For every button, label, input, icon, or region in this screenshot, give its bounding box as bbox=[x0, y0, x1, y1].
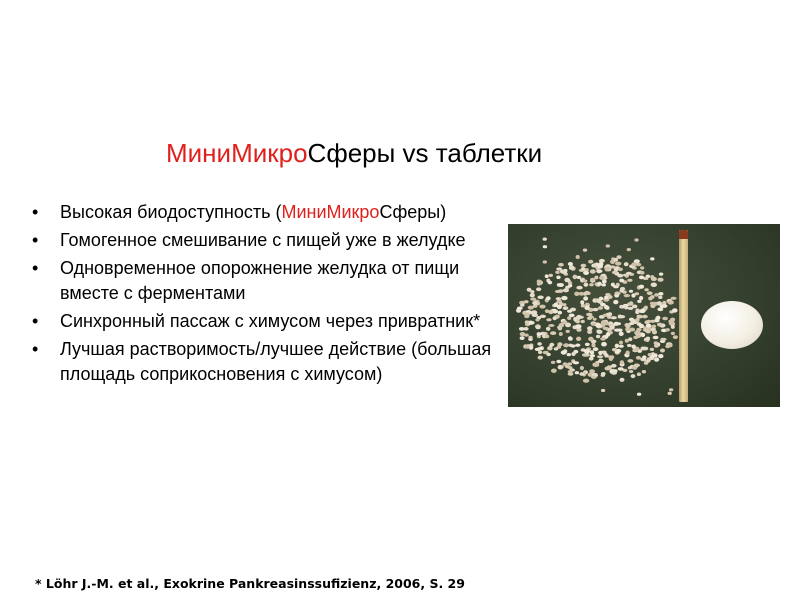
granule bbox=[576, 255, 580, 259]
granule bbox=[545, 335, 549, 339]
granule bbox=[574, 292, 579, 296]
granule bbox=[579, 372, 584, 376]
granule bbox=[625, 325, 631, 328]
granule bbox=[619, 341, 623, 345]
granule bbox=[660, 349, 665, 353]
granule bbox=[627, 248, 631, 251]
granule bbox=[601, 351, 607, 354]
granule bbox=[650, 302, 654, 305]
granule bbox=[575, 371, 579, 374]
bullet-text: Лучшая растворимость/лучшее действие (большая площадь соприкосновения с химусом) bbox=[60, 339, 492, 384]
granule bbox=[669, 322, 675, 326]
granule bbox=[530, 293, 535, 297]
granule bbox=[532, 301, 537, 305]
granule bbox=[639, 296, 643, 300]
granule bbox=[637, 300, 641, 303]
granule bbox=[591, 376, 597, 379]
granule bbox=[672, 308, 678, 312]
bullet-text-red: МиниМикро bbox=[281, 202, 380, 222]
granule bbox=[581, 320, 585, 323]
granule bbox=[567, 316, 571, 320]
granule bbox=[633, 336, 638, 339]
granule bbox=[581, 264, 587, 268]
granule bbox=[604, 354, 608, 358]
granule bbox=[568, 284, 572, 288]
granule bbox=[565, 323, 571, 327]
granule bbox=[591, 323, 596, 326]
granule bbox=[558, 283, 564, 287]
granule bbox=[611, 283, 615, 287]
granule bbox=[570, 344, 576, 347]
granule bbox=[654, 357, 659, 361]
granule bbox=[671, 325, 675, 329]
granule bbox=[611, 371, 617, 375]
granule bbox=[563, 270, 567, 274]
granule bbox=[602, 279, 607, 283]
granule bbox=[629, 290, 633, 293]
granule bbox=[644, 306, 648, 310]
granule bbox=[563, 306, 569, 310]
granule bbox=[615, 350, 619, 353]
granule bbox=[650, 295, 654, 299]
bullet-text: Синхронный пассаж с химусом через привратник* bbox=[60, 311, 481, 331]
granule bbox=[557, 305, 562, 310]
granule bbox=[616, 283, 620, 287]
granule bbox=[576, 337, 581, 341]
granule bbox=[631, 374, 636, 378]
granule bbox=[596, 335, 600, 339]
granule bbox=[601, 284, 606, 287]
granule bbox=[571, 352, 575, 356]
granule bbox=[551, 369, 556, 373]
granule bbox=[539, 305, 545, 309]
granule bbox=[653, 336, 659, 339]
granule bbox=[652, 325, 656, 328]
granule bbox=[556, 360, 561, 363]
granule bbox=[618, 367, 624, 371]
granule bbox=[584, 291, 590, 295]
granule bbox=[580, 300, 584, 304]
granule bbox=[536, 326, 541, 329]
granule bbox=[615, 262, 621, 266]
granule bbox=[549, 274, 553, 277]
granule bbox=[546, 327, 551, 331]
granule bbox=[619, 289, 624, 292]
title-rest: Сферы vs таблетки bbox=[307, 138, 543, 168]
granule bbox=[592, 308, 598, 311]
granule bbox=[629, 328, 635, 332]
granule bbox=[554, 347, 558, 350]
granule bbox=[568, 370, 573, 374]
granule bbox=[619, 345, 624, 348]
granule bbox=[525, 346, 529, 349]
granule bbox=[546, 296, 551, 300]
granule bbox=[658, 354, 663, 358]
granule bbox=[563, 362, 568, 366]
granule bbox=[604, 305, 608, 309]
granule bbox=[597, 330, 603, 334]
granule bbox=[667, 343, 672, 347]
bullet-dot: • bbox=[32, 339, 39, 359]
granule bbox=[538, 351, 542, 354]
granule bbox=[551, 361, 555, 364]
granule bbox=[519, 327, 525, 331]
granule bbox=[558, 289, 564, 292]
minimicrospheres-photo bbox=[508, 224, 780, 407]
granule bbox=[543, 245, 547, 248]
granule bbox=[535, 318, 539, 321]
granule bbox=[662, 304, 668, 308]
granule bbox=[643, 329, 649, 332]
granule bbox=[619, 332, 624, 336]
granule bbox=[636, 356, 641, 360]
granule bbox=[525, 320, 530, 323]
granule bbox=[583, 296, 588, 300]
granule bbox=[642, 370, 646, 373]
granule bbox=[528, 336, 532, 339]
granule bbox=[585, 343, 590, 346]
granule bbox=[660, 338, 666, 341]
granule bbox=[637, 393, 641, 396]
granule bbox=[567, 353, 571, 356]
granule bbox=[537, 342, 542, 346]
granule bbox=[556, 276, 560, 280]
granule bbox=[537, 282, 541, 286]
granule bbox=[557, 342, 562, 346]
granule bbox=[584, 349, 590, 353]
granule bbox=[579, 292, 585, 296]
granule bbox=[618, 268, 623, 272]
granule bbox=[557, 326, 562, 330]
granule bbox=[603, 314, 607, 317]
granule bbox=[567, 362, 572, 365]
granule bbox=[517, 307, 523, 310]
granule bbox=[537, 296, 543, 300]
granule bbox=[575, 324, 581, 328]
granule bbox=[598, 359, 604, 363]
granule bbox=[614, 268, 619, 272]
granule bbox=[590, 278, 595, 282]
granule bbox=[651, 277, 657, 281]
granule bbox=[528, 306, 534, 310]
granule bbox=[615, 344, 619, 348]
bullet-list bbox=[32, 200, 502, 390]
granule bbox=[614, 322, 619, 326]
granule bbox=[610, 326, 614, 330]
bullet-item bbox=[32, 256, 502, 306]
granule bbox=[548, 324, 554, 327]
granule bbox=[561, 296, 567, 300]
granule bbox=[619, 279, 624, 283]
granule bbox=[635, 331, 641, 335]
granule bbox=[555, 315, 559, 318]
granule bbox=[620, 378, 625, 382]
granule bbox=[548, 310, 553, 314]
granule bbox=[587, 326, 593, 330]
granule bbox=[639, 276, 644, 280]
match-stick bbox=[679, 230, 688, 402]
granule bbox=[659, 273, 663, 276]
granule bbox=[543, 260, 547, 263]
granule bbox=[540, 315, 546, 318]
granule bbox=[546, 318, 551, 321]
granule bbox=[597, 282, 602, 286]
granule bbox=[601, 389, 605, 392]
granule bbox=[558, 365, 564, 370]
granule bbox=[597, 264, 602, 268]
granule bbox=[535, 348, 540, 351]
granule bbox=[651, 283, 657, 288]
granule bbox=[613, 300, 618, 304]
granule bbox=[648, 353, 652, 356]
granule bbox=[524, 313, 530, 317]
granule bbox=[662, 317, 668, 321]
granule bbox=[573, 361, 579, 364]
granule bbox=[647, 291, 653, 295]
granule bbox=[585, 303, 589, 306]
granule bbox=[611, 316, 617, 319]
granule bbox=[530, 298, 536, 301]
granule bbox=[550, 331, 556, 335]
granule bbox=[606, 244, 610, 247]
granule bbox=[593, 347, 599, 351]
granule bbox=[559, 332, 563, 336]
granule bbox=[604, 296, 608, 299]
granule bbox=[520, 332, 526, 336]
granule bbox=[587, 317, 592, 320]
bullet-text: Гомогенное смешивание с пищей уже в желудке bbox=[60, 230, 466, 250]
granule bbox=[627, 279, 632, 282]
granule bbox=[538, 356, 543, 360]
granule bbox=[586, 313, 592, 316]
granule bbox=[520, 336, 525, 340]
granule bbox=[600, 337, 606, 340]
title-red-part: МиниМикро bbox=[166, 138, 308, 168]
granule bbox=[573, 317, 577, 321]
granule bbox=[520, 304, 524, 307]
granule bbox=[566, 330, 570, 333]
granule bbox=[575, 344, 580, 347]
granule bbox=[626, 351, 630, 355]
bullet-dot: • bbox=[32, 258, 39, 278]
granule bbox=[582, 353, 588, 356]
granule bbox=[561, 350, 567, 354]
granule bbox=[668, 300, 674, 304]
granule bbox=[650, 348, 654, 351]
bullet-dot: • bbox=[32, 230, 39, 250]
granule bbox=[637, 372, 641, 376]
granule bbox=[640, 309, 646, 313]
granule bbox=[536, 287, 541, 291]
granule bbox=[594, 276, 598, 280]
granule bbox=[669, 388, 673, 391]
granule bbox=[640, 347, 645, 351]
granule bbox=[589, 357, 594, 361]
granule bbox=[640, 266, 644, 269]
granule bbox=[632, 345, 636, 349]
granule bbox=[570, 308, 576, 312]
granule bbox=[589, 369, 595, 373]
granule bbox=[624, 306, 628, 310]
footnote: * Löhr J.-M. et al., Exokrine Pankreasinssufizienz, 2006, S. 29 bbox=[35, 576, 465, 591]
granule bbox=[653, 353, 657, 357]
granule bbox=[635, 318, 639, 322]
granule bbox=[639, 285, 644, 289]
bullet-text: Одновременное опорожнение желудка от пищи вместе с ферментами bbox=[60, 258, 460, 303]
granule bbox=[657, 278, 663, 282]
granule bbox=[537, 332, 541, 336]
granule bbox=[556, 297, 562, 300]
granule bbox=[624, 294, 630, 297]
bullet-text-after: Сферы) bbox=[379, 202, 447, 222]
bullet-dot: • bbox=[32, 311, 39, 331]
granule bbox=[580, 366, 584, 370]
granule bbox=[546, 353, 550, 356]
granule bbox=[530, 290, 534, 293]
granule bbox=[590, 269, 596, 273]
granule bbox=[627, 359, 633, 363]
granule bbox=[641, 333, 646, 337]
granule bbox=[563, 288, 569, 292]
granule bbox=[576, 286, 582, 290]
granule bbox=[671, 297, 677, 300]
granule bbox=[601, 374, 605, 377]
bullet-dot: • bbox=[32, 202, 39, 222]
granule bbox=[646, 359, 650, 362]
granule bbox=[665, 328, 670, 331]
granule bbox=[607, 316, 611, 319]
granule bbox=[652, 330, 657, 335]
bullet-item bbox=[32, 228, 502, 253]
granule bbox=[668, 392, 672, 395]
granule bbox=[640, 271, 644, 275]
granule bbox=[605, 267, 611, 271]
granule bbox=[632, 305, 637, 309]
granule bbox=[589, 283, 593, 286]
granule bbox=[673, 335, 678, 339]
granule bbox=[634, 238, 638, 241]
granule bbox=[590, 350, 594, 354]
granule bbox=[545, 274, 549, 278]
granule bbox=[558, 263, 564, 267]
granule bbox=[658, 292, 663, 296]
granule bbox=[611, 364, 617, 368]
granule bbox=[635, 310, 639, 314]
granule bbox=[583, 249, 587, 252]
granule bbox=[591, 343, 595, 347]
granule bbox=[614, 258, 618, 262]
granule bbox=[670, 319, 674, 322]
granule bbox=[601, 342, 607, 347]
granule bbox=[597, 299, 601, 303]
bullet-text-before: Высокая биодоступность ( bbox=[60, 202, 282, 222]
granule bbox=[599, 276, 604, 280]
granule bbox=[634, 364, 640, 368]
granule bbox=[540, 346, 544, 350]
granule bbox=[588, 260, 593, 264]
granule bbox=[598, 306, 603, 310]
granule bbox=[632, 262, 638, 266]
granule bbox=[592, 363, 597, 367]
granule bbox=[603, 327, 609, 330]
granule bbox=[584, 283, 589, 287]
granule bbox=[604, 322, 610, 325]
granule bbox=[620, 360, 624, 364]
granule bbox=[671, 332, 675, 335]
granule bbox=[558, 311, 562, 315]
match-head bbox=[679, 230, 688, 239]
granule bbox=[609, 357, 613, 361]
granule bbox=[626, 272, 632, 275]
granule bbox=[583, 280, 587, 283]
granule bbox=[624, 262, 629, 266]
granule bbox=[646, 337, 650, 340]
granule bbox=[563, 343, 569, 347]
bullet-item bbox=[32, 200, 502, 225]
granule bbox=[657, 307, 663, 311]
granule bbox=[555, 271, 560, 274]
egg bbox=[701, 301, 763, 349]
granule bbox=[654, 344, 659, 348]
granule bbox=[650, 257, 654, 260]
granule bbox=[584, 305, 589, 310]
granule bbox=[629, 301, 633, 305]
granule bbox=[658, 296, 662, 299]
granule bbox=[644, 277, 648, 280]
granule bbox=[547, 346, 553, 350]
granule bbox=[548, 281, 553, 285]
bullet-item bbox=[32, 337, 502, 387]
granule bbox=[618, 315, 622, 319]
granule bbox=[583, 271, 589, 275]
granule bbox=[617, 274, 623, 278]
granule bbox=[628, 366, 632, 369]
granule bbox=[642, 355, 647, 359]
granule bbox=[583, 379, 589, 383]
granule bbox=[614, 329, 620, 332]
granule bbox=[625, 339, 629, 343]
granule bbox=[569, 265, 574, 269]
granule bbox=[577, 276, 581, 279]
granule bbox=[656, 316, 660, 320]
granule bbox=[567, 279, 571, 282]
granule bbox=[606, 332, 611, 336]
bullet-item bbox=[32, 309, 502, 334]
granule bbox=[568, 336, 572, 340]
granule bbox=[597, 355, 603, 358]
granule bbox=[644, 288, 648, 291]
granule bbox=[627, 344, 632, 347]
granule bbox=[657, 323, 662, 327]
granule bbox=[588, 337, 594, 341]
granule bbox=[573, 275, 578, 280]
granule bbox=[635, 292, 640, 295]
granule bbox=[592, 263, 596, 267]
granule bbox=[629, 370, 633, 373]
granule bbox=[581, 267, 585, 271]
slide-title bbox=[166, 136, 542, 170]
granule bbox=[615, 292, 620, 295]
granule bbox=[651, 320, 656, 323]
granule bbox=[543, 238, 547, 241]
granule bbox=[593, 318, 597, 321]
